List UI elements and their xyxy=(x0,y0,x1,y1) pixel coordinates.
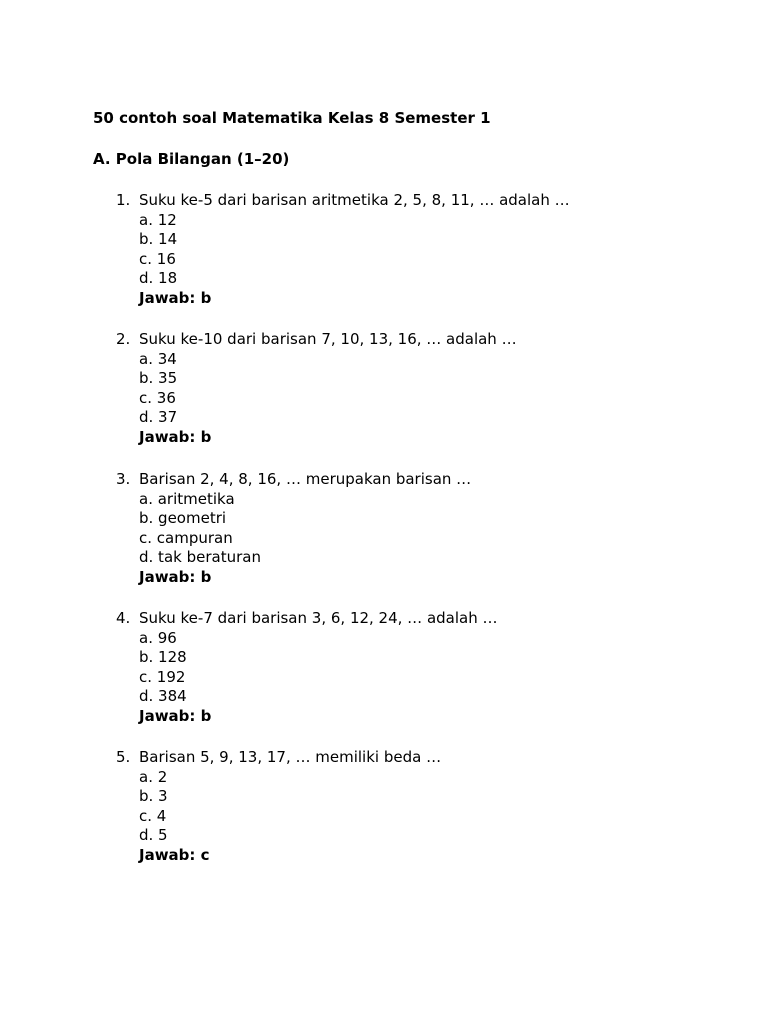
option-d: d. 18 xyxy=(139,269,178,288)
document-title: 50 contoh soal Matematika Kelas 8 Semester 1 xyxy=(93,109,491,127)
option-a: a. 12 xyxy=(139,210,177,229)
question-row xyxy=(93,609,733,629)
option-c: c. 16 xyxy=(139,249,176,268)
question-text: Barisan 5, 9, 13, 17, … memiliki beda … xyxy=(139,748,442,766)
option-b: b. 14 xyxy=(139,230,178,249)
question-5 xyxy=(93,748,733,866)
question-2 xyxy=(93,330,733,448)
option-c: c. campuran xyxy=(139,528,233,547)
option-b: b. 128 xyxy=(139,648,187,667)
option-c: c. 192 xyxy=(139,667,186,686)
question-4 xyxy=(93,609,733,727)
question-text: Suku ke-7 dari barisan 3, 6, 12, 24, … adalah … xyxy=(139,609,498,627)
question-number: 3. xyxy=(116,470,131,488)
option-d: d. 384 xyxy=(139,687,187,706)
question-text: Barisan 2, 4, 8, 16, … merupakan barisan … xyxy=(139,470,472,488)
option-c: c. 36 xyxy=(139,388,176,407)
option-d: d. 37 xyxy=(139,408,178,427)
answer-key: Jawab: c xyxy=(139,845,210,864)
answer-key: Jawab: b xyxy=(139,288,212,307)
question-row xyxy=(93,470,733,490)
question-text: Suku ke-10 dari barisan 7, 10, 13, 16, … adalah … xyxy=(139,330,517,348)
option-a: a. 34 xyxy=(139,349,177,368)
answer-key: Jawab: b xyxy=(139,706,212,725)
question-number: 1. xyxy=(116,191,131,209)
option-d: d. 5 xyxy=(139,826,168,845)
question-1 xyxy=(93,191,733,309)
question-number: 2. xyxy=(116,330,131,348)
question-3 xyxy=(93,470,733,588)
option-b: b. 3 xyxy=(139,787,168,806)
question-text: Suku ke-5 dari barisan aritmetika 2, 5, 8, 11, … adalah … xyxy=(139,191,570,209)
option-a: a. aritmetika xyxy=(139,489,235,508)
question-number: 4. xyxy=(116,609,131,627)
section-heading: A. Pola Bilangan (1–20) xyxy=(93,150,290,168)
answer-key: Jawab: b xyxy=(139,427,212,446)
question-number: 5. xyxy=(116,748,131,766)
question-row xyxy=(93,191,733,211)
option-a: a. 2 xyxy=(139,767,168,786)
option-b: b. 35 xyxy=(139,369,178,388)
option-b: b. geometri xyxy=(139,509,227,528)
option-a: a. 96 xyxy=(139,628,177,647)
option-d: d. tak beraturan xyxy=(139,548,261,567)
question-row xyxy=(93,748,733,768)
question-row xyxy=(93,330,733,350)
answer-key: Jawab: b xyxy=(139,567,212,586)
option-c: c. 4 xyxy=(139,806,167,825)
